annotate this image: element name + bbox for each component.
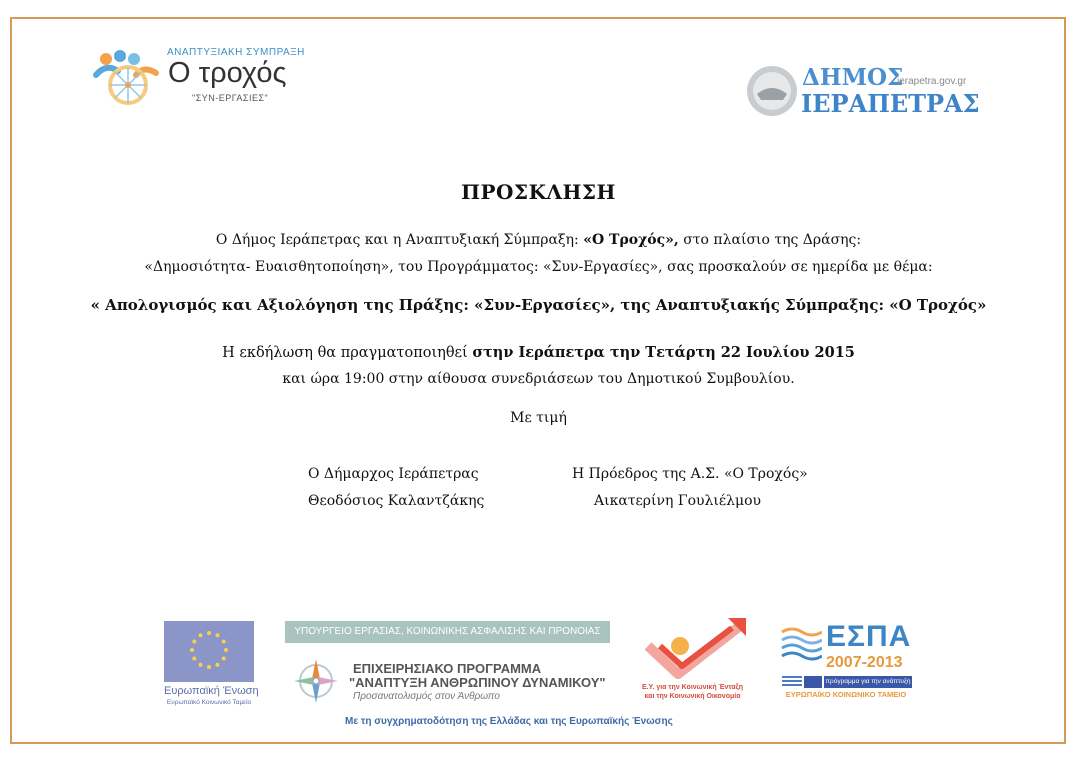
espa-years: 2007-2013 — [826, 654, 903, 671]
ey-line1: Ε.Υ. για την Κοινωνική Ένταξη — [641, 684, 744, 691]
eu-logo — [164, 621, 259, 709]
ministry-bar: ΥΠΟΥΡΓΕΙΟ ΕΡΓΑΣΙΑΣ, ΚΟΙΝΩΝΙΚΗΣ ΑΣΦΑΛΙΣΗΣ ΚΑΙ ΠΡΟΝΟΙΑΣ — [285, 621, 610, 643]
ey-line2: και την Κοινωνική Οικονομία — [644, 693, 741, 700]
trochos-logo-top-text: ΑΝΑΠΤΥΞΙΑΚΗ ΣΥΜΠΡΑΞΗ — [167, 47, 305, 58]
ey-arrow-icon — [640, 616, 750, 684]
event-date-line — [0, 344, 1077, 361]
event-time-venue: και ώρα 19:00 στην αίθουσα συνεδριάσεων του Δημοτικού Συμβουλίου. — [282, 371, 795, 387]
p1-trochos-bold: «Ο Τροχός», — [583, 232, 679, 248]
programme-tagline: Προσανατολισμός στον Άνθρωπο — [353, 691, 500, 702]
programme-line2: "ΑΝΑΠΤΥΞΗ ΑΝΘΡΩΠΙΝΟΥ ΔΥΝΑΜΙΚΟΥ" — [349, 675, 606, 690]
municipality-logo — [745, 62, 980, 122]
eu-logo-line1: Ευρωπαϊκή Ένωση — [164, 685, 259, 697]
cofunding-text: Με τη συγχρηματοδότηση της Ελλάδας και της Ευρωπαϊκής Ένωσης — [345, 716, 673, 727]
p1-text-a: Ο Δήμος Ιεράπετρας και η Αναπτυξιακή Σύμπραξη: — [215, 232, 584, 248]
mayor-role: Ο Δήμαρχος Ιεράπετρας — [308, 466, 479, 482]
closing-salutation: Με τιμή — [510, 410, 567, 426]
invitation-subject: « Απολογισμός και Αξιολόγηση της Πράξης: «Συν-Εργασίες», της Αναπτυξιακής Σύμπραξης: «Ο Τροχός» — [90, 296, 987, 314]
espa-logo — [780, 620, 915, 705]
invitation-title: ΠΡΟΣΚΛΗΣΗ — [461, 180, 616, 204]
trochos-logo — [92, 45, 305, 105]
eu-logo-line2: Ευρωπαϊκό Κοινωνικό Ταμείο — [166, 699, 252, 706]
trochos-logo-subtitle: "ΣΥΝ-ΕΡΓΑΣΙΕΣ" — [192, 93, 269, 103]
president-name: Αικατερίνη Γουλιέλμου — [594, 493, 762, 509]
trochos-logo-name: Ο τροχός — [168, 57, 287, 89]
president-role: Η Πρόεδρος της Α.Σ. «Ο Τροχός» — [572, 466, 808, 482]
p1-text-c: στο πλαίσιο της Δράσης: — [678, 232, 862, 248]
municipality-logo-line2: ΙΕΡΑΠΕΤΡΑΣ — [801, 89, 980, 118]
ey-social-inclusion-logo — [640, 616, 755, 706]
mayor-name: Θεοδόσιος Καλαντζάκης — [308, 493, 485, 509]
invitation-paragraph-1 — [0, 232, 1077, 248]
compass-icon — [291, 651, 341, 711]
espa-program: πρόγραμμα για την ανάπτυξη — [824, 676, 912, 688]
trochos-wheel-icon — [92, 47, 162, 107]
municipality-logo-url: ierapetra.gov.gr — [897, 76, 967, 87]
invitation-paragraph-2: «Δημοσιότητα- Ευαισθητοποίηση», του Προγράμματος: «Συν-Εργασίες», σας προσκαλούν σε ημερίδα με θέμα: — [144, 259, 933, 275]
event-date-intro: Η εκδήλωση θα πραγματοποιηθεί — [222, 345, 473, 361]
programme-line1: ΕΠΙΧΕΙΡΗΣΙΑΚΟ ΠΡΟΓΡΑΜΜΑ — [353, 661, 542, 676]
espa-word: ΕΣΠΑ — [826, 620, 912, 653]
eu-flag-icon — [164, 621, 254, 682]
eu-small-flag-icon — [804, 676, 822, 688]
espa-waves-icon — [780, 624, 822, 664]
operational-programme-logo — [285, 621, 673, 731]
espa-fund: ΕΥΡΩΠΑΪΚΟ ΚΟΙΝΩΝΙΚΟ ΤΑΜΕΙΟ — [785, 690, 907, 699]
municipality-emblem-icon — [745, 64, 799, 118]
event-date-bold: στην Ιεράπετρα την Τετάρτη 22 Ιουλίου 2015 — [472, 344, 855, 361]
greek-flag-icon — [782, 676, 802, 688]
municipality-logo-line1: ΔΗΜΟΣ — [802, 64, 904, 91]
